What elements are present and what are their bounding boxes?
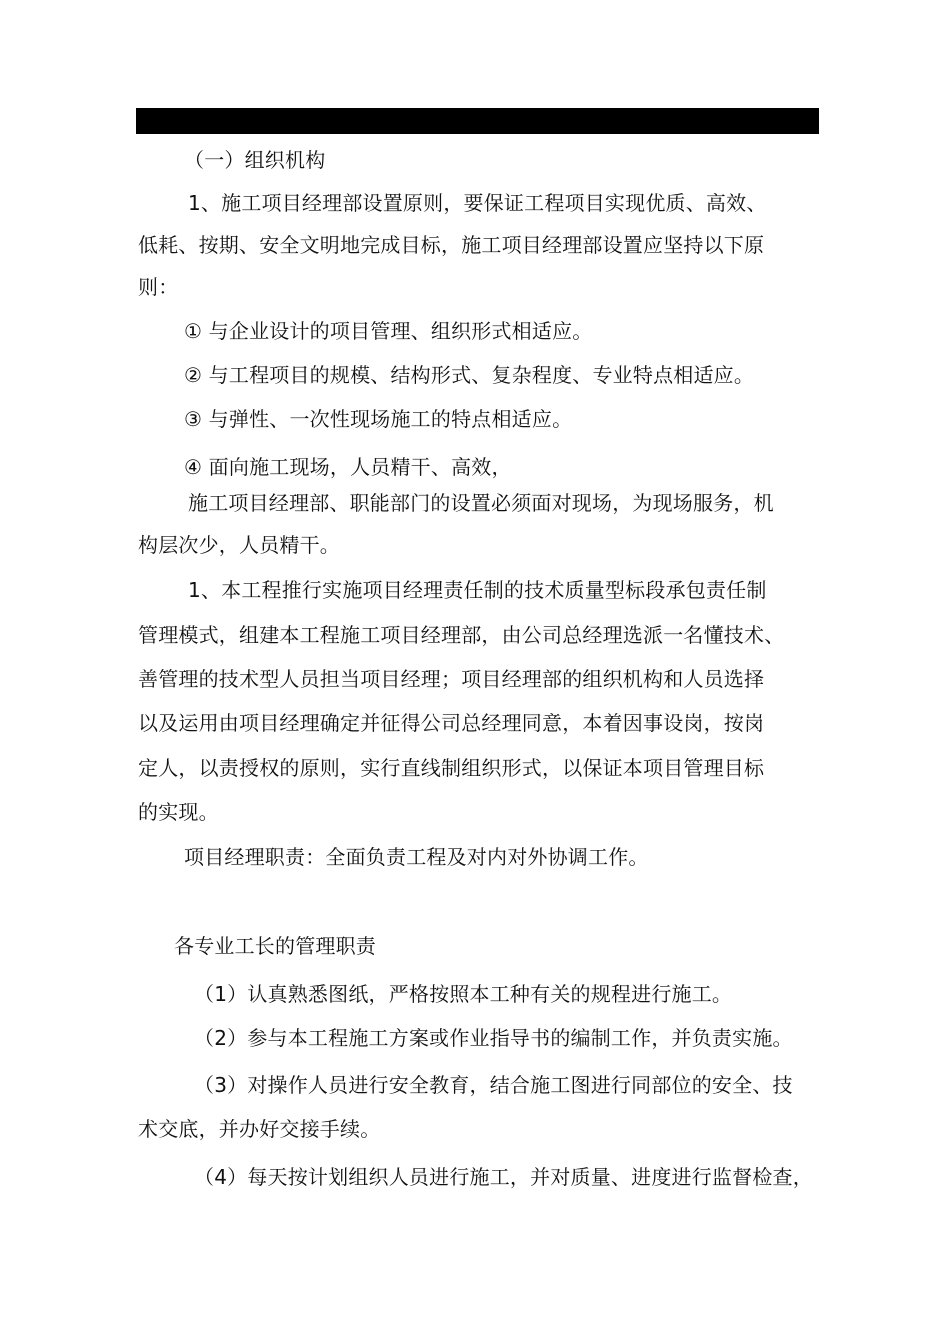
paragraph-line: 项目经理职责：全面负责工程及对内对外协调工作。: [184, 845, 649, 869]
list-item: ④ 面向施工现场，人员精干、高效，: [184, 455, 512, 479]
list-item: ① 与企业设计的项目管理、组织形式相适应。: [184, 319, 593, 343]
paragraph-line: 的实现。: [138, 800, 219, 824]
list-item: （1）认真熟悉图纸，严格按照本工种有关的规程进行施工。: [194, 982, 733, 1006]
paragraph-line: 术交底，并办好交接手续。: [138, 1117, 381, 1141]
paragraph-line: 1、本工程推行实施项目经理责任制的技术质量型标段承包责任制: [188, 578, 767, 602]
list-item: ② 与工程项目的规模、结构形式、复杂程度、专业特点相适应。: [184, 363, 755, 387]
paragraph-line: 低耗、按期、安全文明地完成目标，施工项目经理部设置应坚持以下原: [138, 233, 765, 257]
paragraph-line: 1、施工项目经理部设置原则，要保证工程项目实现优质、高效、: [188, 191, 767, 215]
section-heading: 各专业工长的管理职责: [174, 934, 376, 958]
list-item: （4）每天按计划组织人员进行施工，并对质量、进度进行监督检查，: [194, 1165, 813, 1189]
list-item: （3）对操作人员进行安全教育，结合施工图进行同部位的安全、技: [194, 1073, 793, 1097]
paragraph-line: 构层次少，人员精干。: [138, 533, 340, 557]
subheading: （一）组织机构: [184, 148, 326, 172]
list-item: （2）参与本工程施工方案或作业指导书的编制工作，并负责实施。: [194, 1026, 793, 1050]
paragraph-line: 善管理的技术型人员担当项目经理；项目经理部的组织机构和人员选择: [138, 667, 765, 691]
paragraph-line: 定人，以责授权的原则，实行直线制组织形式，以保证本项目管理目标: [138, 756, 765, 780]
paragraph-line: 施工项目经理部、职能部门的设置必须面对现场，为现场服务，机: [188, 491, 774, 515]
section-title: 四、项目: [138, 109, 218, 133]
paragraph-line: 以及运用由项目经理确定并征得公司总经理同意，本着因事设岗，按岗: [138, 711, 765, 735]
paragraph-line: 则：: [138, 275, 179, 299]
paragraph-line: 管理模式，组建本工程施工项目经理部，由公司总经理选派一名懂技术、: [138, 623, 785, 647]
section-title-bar: [136, 108, 819, 134]
list-item: ③ 与弹性、一次性现场施工的特点相适应。: [184, 407, 573, 431]
